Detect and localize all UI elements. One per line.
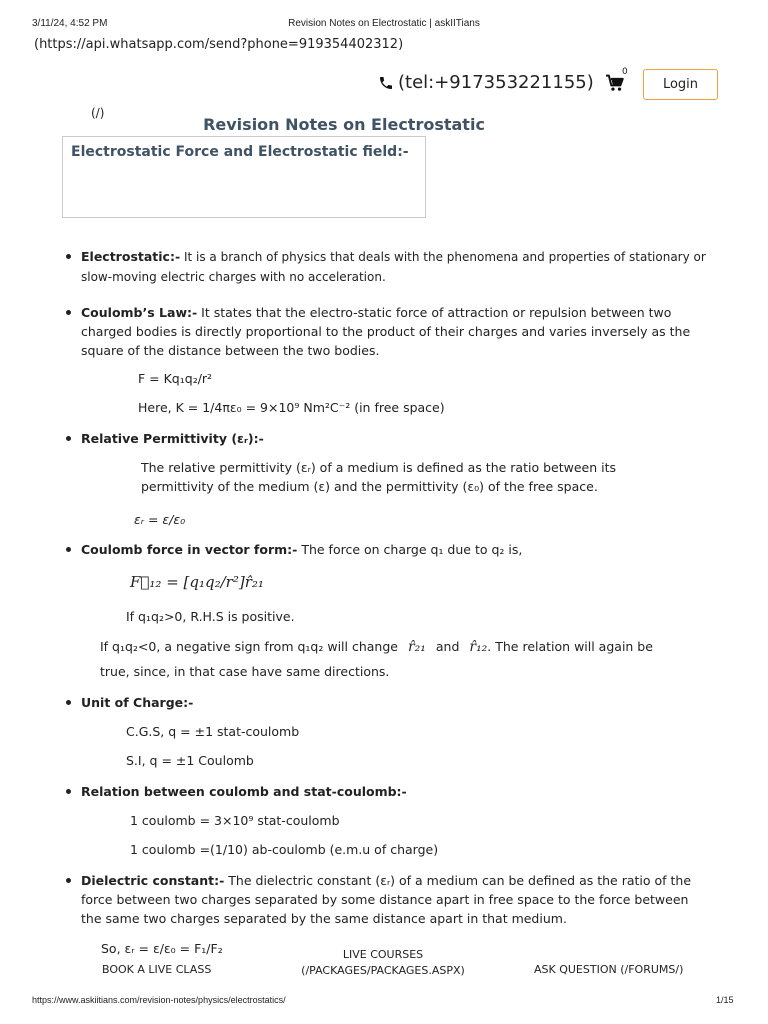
unit-vector-r21: r̂₂₁ xyxy=(407,639,426,655)
bullet xyxy=(66,700,71,705)
unit-cgs: C.G.S, q = ±1 stat-coulomb xyxy=(126,724,300,739)
cart-button[interactable] xyxy=(605,74,627,94)
print-page-number: 1/15 xyxy=(716,995,734,1005)
live-courses-url: (/PACKAGES/PACKAGES.ASPX) xyxy=(301,964,465,977)
condition-positive: If q₁q₂>0, R.H.S is positive. xyxy=(126,609,295,624)
term-label: Relation between coulomb and stat-coulomb:- xyxy=(81,784,407,799)
cart-count-badge: 0 xyxy=(622,67,628,77)
definition-text: The dielectric constant (εᵣ) of a medium can be defined as the ratio of the force between two charges separated by some distance apart in free space to the force between the same two charges separated by the same distance apart in that medium. xyxy=(81,873,692,926)
list-item-dielectric xyxy=(81,871,711,928)
page-title: Revision Notes on Electrostatic xyxy=(203,115,485,134)
term-label: Relative Permittivity (εᵣ):- xyxy=(81,431,264,446)
term-label: Coulomb’s Law:- xyxy=(81,305,198,320)
list-item-relation xyxy=(81,782,711,801)
term-label: Electrostatic:- xyxy=(81,249,181,264)
formula-vector: F⃗₁₂ = [q₁q₂/r²]r̂₂₁ xyxy=(130,573,264,591)
bullet xyxy=(66,878,71,883)
definition-text: It states that the electro-static force of attraction or repulsion between two charged bodies is directly proportional to the product of their charges and varies inversely as the square of the distance between the two bodies. xyxy=(81,305,691,358)
condition-negative-text: If q₁q₂<0, a negative sign from q₁q₂ will change xyxy=(100,639,398,654)
condition-negative-tail: . The relation will again be xyxy=(487,639,653,654)
list-item-coulomb xyxy=(81,303,711,360)
list-item-unit-of-charge xyxy=(81,693,711,712)
tel-link-text: (tel:+917353221155) xyxy=(398,72,594,93)
list-item-vector-form xyxy=(81,540,711,559)
relation-ab: 1 coulomb =(1/10) ab-coulomb (e.m.u of charge) xyxy=(130,842,439,857)
condition-negative-cont: true, since, in that case have same directions. xyxy=(100,664,390,679)
formula-constant: Here, K = 1/4πε₀ = 9×10⁹ Nm²C⁻² (in free space) xyxy=(138,400,445,415)
bullet xyxy=(66,310,71,315)
term-label: Dielectric constant:- xyxy=(81,873,225,888)
list-item-permittivity xyxy=(81,429,711,448)
term-label: Coulomb force in vector form:- xyxy=(81,542,298,557)
tel-link[interactable] xyxy=(378,72,594,93)
formula-permittivity: εᵣ = ε/ε₀ xyxy=(134,512,186,527)
live-courses-label: LIVE COURSES xyxy=(342,948,424,961)
login-button[interactable]: Login xyxy=(643,69,718,100)
print-url: https://www.askiitians.com/revision-notes/physics/electrostatics/ xyxy=(32,995,286,1005)
unit-vector-r12: r̂₁₂ xyxy=(469,639,488,655)
ask-question-link[interactable]: ASK QUESTION (/FORUMS/) xyxy=(534,963,684,976)
live-courses-link[interactable] xyxy=(290,947,476,979)
print-title: Revision Notes on Electrostatic | askIITians xyxy=(288,18,480,29)
unit-si: S.I, q = ±1 Coulomb xyxy=(126,753,254,768)
list-item-electrostatic xyxy=(81,247,711,287)
home-link[interactable]: (/) xyxy=(91,106,105,120)
book-live-class-link[interactable]: BOOK A LIVE CLASS xyxy=(102,963,212,976)
phone-icon xyxy=(378,75,394,91)
formula-dielectric: So, εᵣ = ε/ε₀ = F₁/F₂ xyxy=(101,941,223,956)
permittivity-text: The relative permittivity (εᵣ) of a medium is defined as the ratio between its permittivity of the medium (ε) and the permittivity (ε₀) of the free space. xyxy=(141,460,616,494)
definition-text: The force on charge q₁ due to q₂ is, xyxy=(297,542,523,557)
toc-item[interactable]: Electrostatic Force and Electrostatic field:- xyxy=(71,144,409,160)
term-label: Unit of Charge:- xyxy=(81,695,194,710)
conjunction-text: and xyxy=(435,639,460,654)
bullet xyxy=(66,547,71,552)
bullet xyxy=(66,789,71,794)
bullet xyxy=(66,254,71,259)
whatsapp-link[interactable]: (https://api.whatsapp.com/send?phone=919354402312) xyxy=(34,37,404,52)
definition-text: It is a branch of physics that deals with the phenomena and properties of stationary or slow-moving electric charges with no acceleration. xyxy=(81,250,706,284)
condition-negative xyxy=(100,637,653,657)
relation-stat: 1 coulomb = 3×10⁹ stat-coulomb xyxy=(130,813,340,828)
formula-coulomb: F = Kq₁q₂/r² xyxy=(138,371,213,386)
print-date: 3/11/24, 4:52 PM xyxy=(32,18,108,29)
table-of-contents xyxy=(62,136,426,218)
bullet xyxy=(66,436,71,441)
